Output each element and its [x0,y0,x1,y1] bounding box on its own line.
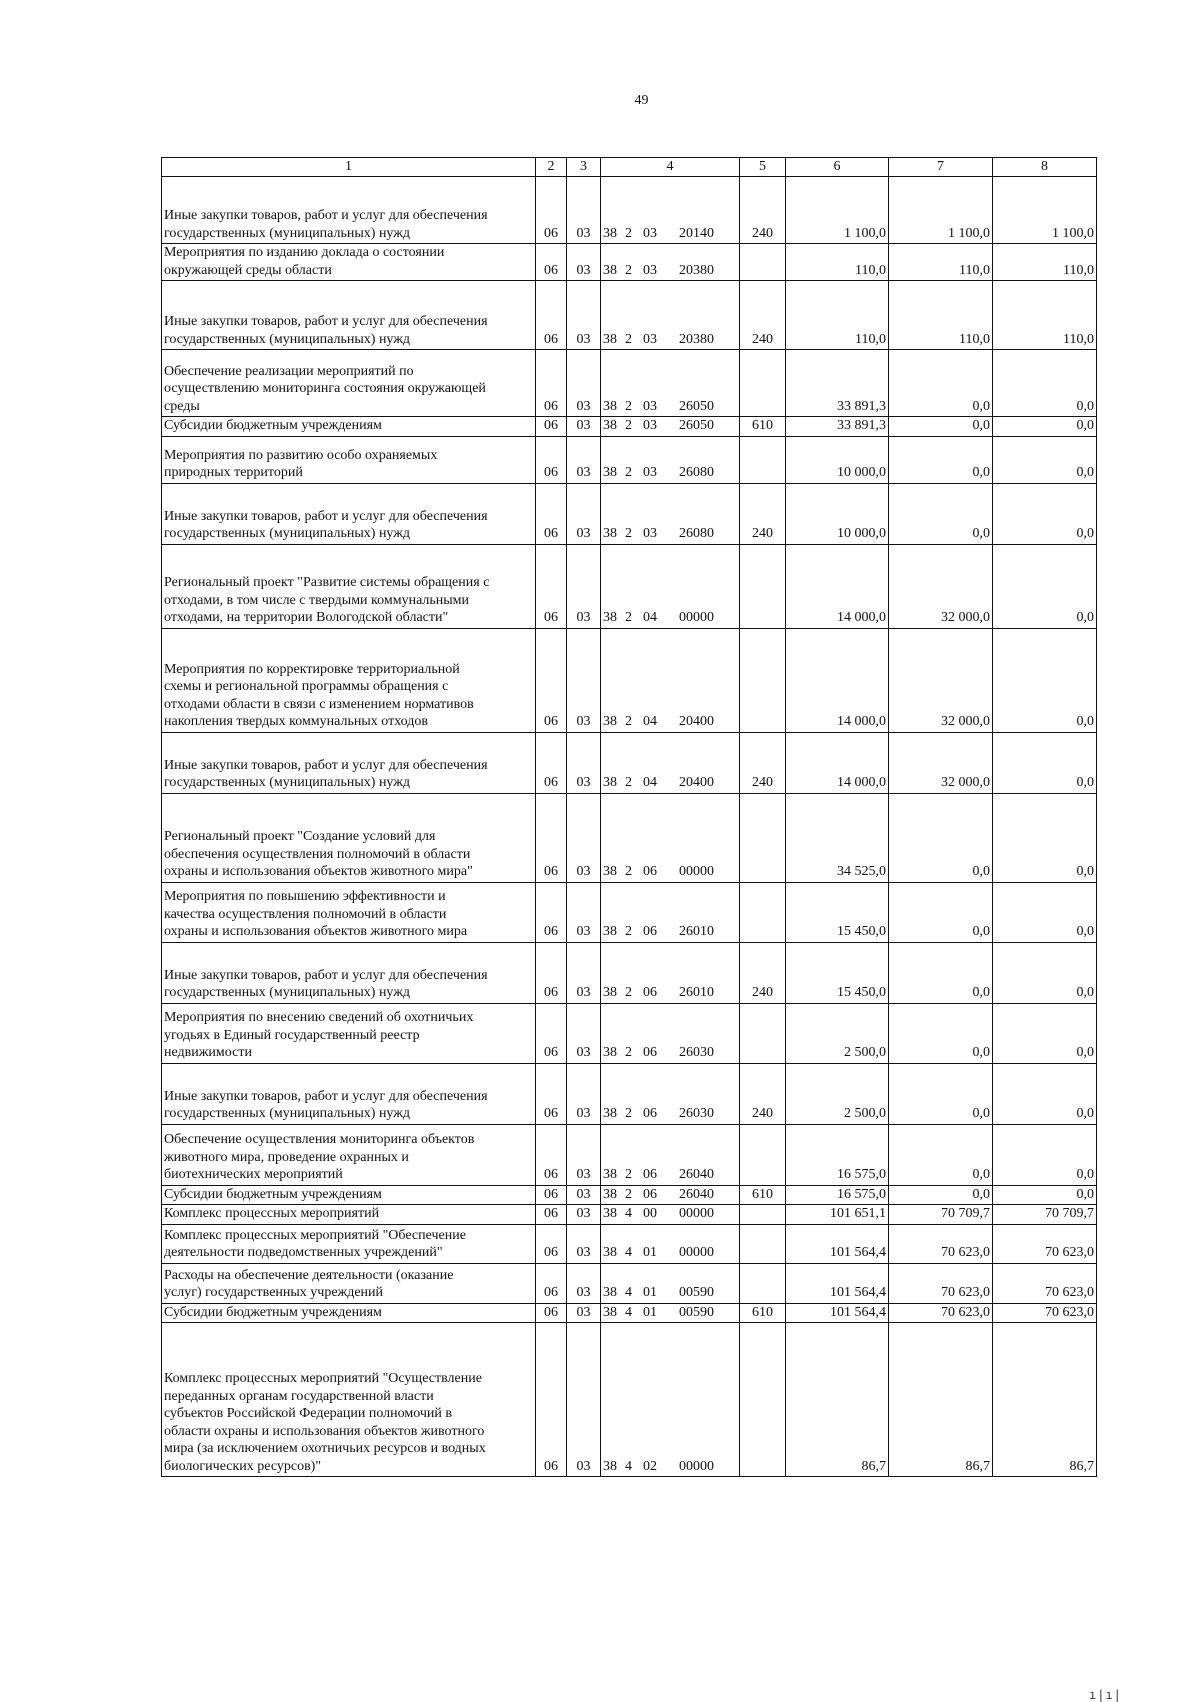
subprogram-code: 4 [625,1285,632,1300]
activity-code: 03 [643,262,657,278]
amount-col-8: 0,0 [993,417,1097,437]
amount-col-6: 34 525,0 [786,793,889,882]
amount-col-6: 16 575,0 [786,1185,889,1205]
activity-code: 03 [643,526,657,541]
direction-code: 20380 [679,331,714,347]
section-code: 06 [536,882,567,942]
amount-col-7: 86,7 [889,1323,993,1477]
target-article-code [601,882,740,942]
amount-col-8: 70 623,0 [993,1224,1097,1263]
expense-type-code: 610 [740,1303,786,1323]
table-row [162,417,1097,437]
subprogram-code: 2 [625,398,632,414]
target-article-code [601,628,740,732]
section-code: 06 [536,1323,567,1477]
target-article-code [601,244,740,281]
subprogram-code: 4 [625,1458,632,1474]
table-body [162,177,1097,1477]
program-code: 38 [603,775,617,790]
subprogram-code: 2 [625,526,632,541]
expense-type-code [740,793,786,882]
amount-col-8: 70 623,0 [993,1263,1097,1303]
activity-code: 01 [643,1245,657,1260]
subsection-code: 03 [567,436,601,483]
row-name: Региональный проект "Создание условий для обеспечения осуществления полномочий в области охраны и использования объектов животного мира" [162,793,536,882]
subprogram-code: 2 [625,775,632,790]
amount-col-7: 0,0 [889,1124,993,1185]
amount-col-6: 10 000,0 [786,483,889,544]
program-code: 38 [603,985,617,1000]
target-article-code [601,1124,740,1185]
amount-col-6: 101 564,4 [786,1303,889,1323]
expense-type-code: 610 [740,1185,786,1205]
activity-code: 01 [643,1304,657,1320]
amount-col-7: 0,0 [889,793,993,882]
amount-col-7: 70 709,7 [889,1205,993,1225]
expense-type-code [740,350,786,417]
subsection-code: 03 [567,1303,601,1323]
direction-code: 26010 [679,985,714,1000]
target-article-code [601,732,740,793]
expense-type-code: 240 [740,1063,786,1124]
target-article-code [601,483,740,544]
table-row [162,793,1097,882]
direction-code: 26050 [679,398,714,414]
activity-code: 04 [643,714,657,729]
amount-col-6: 14 000,0 [786,732,889,793]
amount-col-7: 1 100,0 [889,177,993,244]
direction-code: 26050 [679,418,714,433]
program-code: 38 [603,262,617,278]
table-row [162,1224,1097,1263]
subsection-code: 03 [567,244,601,281]
amount-col-7: 32 000,0 [889,544,993,628]
program-code: 38 [603,1045,617,1060]
row-name: Иные закупки товаров, работ и услуг для обеспечения государственных (муниципальных) нужд [162,281,536,350]
section-code: 06 [536,1205,567,1225]
row-name: Комплекс процессных мероприятий [162,1205,536,1225]
target-article-code [601,793,740,882]
program-code: 38 [603,1458,617,1474]
row-name: Мероприятия по развитию особо охраняемых природных территорий [162,436,536,483]
direction-code: 26030 [679,1106,714,1121]
program-code: 38 [603,418,617,433]
activity-code: 06 [643,985,657,1000]
column-header: 8 [993,158,1097,177]
direction-code: 20380 [679,262,714,278]
amount-col-6: 110,0 [786,244,889,281]
expense-type-code [740,1124,786,1185]
program-code: 38 [603,526,617,541]
activity-code: 03 [643,331,657,347]
section-code: 06 [536,1124,567,1185]
table-row [162,244,1097,281]
subprogram-code: 4 [625,1206,632,1221]
row-name: Иные закупки товаров, работ и услуг для обеспечения государственных (муниципальных) нужд [162,732,536,793]
amount-col-7: 0,0 [889,1063,993,1124]
subsection-code: 03 [567,1185,601,1205]
direction-code: 26030 [679,1045,714,1060]
activity-code: 06 [643,1045,657,1060]
direction-code: 26010 [679,924,714,939]
target-article-code [601,281,740,350]
section-code: 06 [536,942,567,1003]
table-row [162,882,1097,942]
amount-col-8: 0,0 [993,436,1097,483]
amount-col-6: 101 651,1 [786,1205,889,1225]
amount-col-8: 0,0 [993,350,1097,417]
section-code: 06 [536,1303,567,1323]
amount-col-7: 0,0 [889,1003,993,1063]
amount-col-7: 0,0 [889,483,993,544]
page-number: 49 [634,93,649,108]
activity-code: 01 [643,1285,657,1300]
row-name: Мероприятия по изданию доклада о состоянии окружающей среды области [162,244,536,281]
target-article-code [601,177,740,244]
amount-col-7: 110,0 [889,281,993,350]
amount-col-6: 33 891,3 [786,417,889,437]
direction-code: 00000 [679,1245,714,1260]
amount-col-8: 0,0 [993,628,1097,732]
subprogram-code: 2 [625,331,632,347]
column-header: 2 [536,158,567,177]
row-name: Иные закупки товаров, работ и услуг для обеспечения государственных (муниципальных) нужд [162,942,536,1003]
section-code: 06 [536,1263,567,1303]
row-name: Мероприятия по корректировке территориальной схемы и региональной программы обращения с отходами области в связи с изменением нормативов накопления твердых коммунальных отходов [162,628,536,732]
section-code: 06 [536,793,567,882]
table-row [162,1003,1097,1063]
activity-code: 06 [643,1167,657,1182]
target-article-code [601,1063,740,1124]
program-code: 38 [603,714,617,729]
amount-col-6: 101 564,4 [786,1263,889,1303]
subprogram-code: 2 [625,924,632,939]
section-code: 06 [536,483,567,544]
subprogram-code: 2 [625,1045,632,1060]
program-code: 38 [603,225,617,241]
amount-col-6: 15 450,0 [786,942,889,1003]
subsection-code: 03 [567,793,601,882]
direction-code: 20400 [679,714,714,729]
program-code: 38 [603,1285,617,1300]
expense-type-code [740,1263,786,1303]
subsection-code: 03 [567,732,601,793]
subprogram-code: 2 [625,1186,632,1202]
target-article-code [601,1205,740,1225]
table-row [162,628,1097,732]
column-header: 3 [567,158,601,177]
amount-col-7: 70 623,0 [889,1224,993,1263]
subprogram-code: 2 [625,465,632,480]
row-name: Комплекс процессных мероприятий "Осуществление переданных органам государственной власти субъектов Российской Федерации полномочий в области охраны и использования объектов животного мира (за исключением охотничьих ресурсов и водных биологических ресурсов)" [162,1323,536,1477]
column-header: 6 [786,158,889,177]
amount-col-6: 14 000,0 [786,628,889,732]
row-name: Комплекс процессных мероприятий "Обеспечение деятельности подведомственных учреждений" [162,1224,536,1263]
subprogram-code: 4 [625,1304,632,1320]
activity-code: 00 [643,1206,657,1221]
target-article-code [601,544,740,628]
column-number-row [162,158,1097,177]
subsection-code: 03 [567,281,601,350]
subsection-code: 03 [567,1124,601,1185]
subprogram-code: 2 [625,1106,632,1121]
subsection-code: 03 [567,1063,601,1124]
expense-type-code: 240 [740,732,786,793]
section-code: 06 [536,417,567,437]
program-code: 38 [603,398,617,414]
budget-table [161,157,1097,1477]
table-row [162,1124,1097,1185]
expense-type-code [740,628,786,732]
row-name: Иные закупки товаров, работ и услуг для обеспечения государственных (муниципальных) нужд [162,1063,536,1124]
direction-code: 26080 [679,526,714,541]
amount-col-8: 0,0 [993,544,1097,628]
expense-type-code [740,1224,786,1263]
amount-col-7: 0,0 [889,417,993,437]
direction-code: 26040 [679,1186,714,1202]
section-code: 06 [536,177,567,244]
program-code: 38 [603,465,617,480]
amount-col-6: 2 500,0 [786,1063,889,1124]
activity-code: 03 [643,465,657,480]
subsection-code: 03 [567,1003,601,1063]
subprogram-code: 2 [625,864,632,879]
section-code: 06 [536,436,567,483]
row-name: Мероприятия по повышению эффективности и качества осуществления полномочий в области охраны и использования объектов животного мира [162,882,536,942]
program-code: 38 [603,1186,617,1202]
direction-code: 20140 [679,225,714,241]
amount-col-6: 10 000,0 [786,436,889,483]
target-article-code [601,1323,740,1477]
target-article-code [601,1224,740,1263]
activity-code: 06 [643,924,657,939]
direction-code: 26080 [679,465,714,480]
section-code: 06 [536,1063,567,1124]
expense-type-code [740,882,786,942]
amount-col-6: 1 100,0 [786,177,889,244]
row-name: Субсидии бюджетным учреждениям [162,417,536,437]
target-article-code [601,436,740,483]
target-article-code [601,1185,740,1205]
direction-code: 00000 [679,610,714,625]
amount-col-8: 0,0 [993,1185,1097,1205]
amount-col-8: 110,0 [993,244,1097,281]
subsection-code: 03 [567,628,601,732]
expense-type-code: 240 [740,177,786,244]
column-header: 7 [889,158,993,177]
table-row [162,1303,1097,1323]
scan-edge-mark: ı|ı| [1089,1688,1122,1702]
section-code: 06 [536,1224,567,1263]
section-code: 06 [536,1003,567,1063]
row-name: Субсидии бюджетным учреждениям [162,1303,536,1323]
amount-col-7: 70 623,0 [889,1263,993,1303]
direction-code: 00000 [679,864,714,879]
amount-col-6: 2 500,0 [786,1003,889,1063]
section-code: 06 [536,628,567,732]
expense-type-code [740,1205,786,1225]
activity-code: 03 [643,398,657,414]
row-name: Иные закупки товаров, работ и услуг для обеспечения государственных (муниципальных) нужд [162,483,536,544]
activity-code: 03 [643,225,657,241]
direction-code: 00590 [679,1304,714,1320]
amount-col-8: 0,0 [993,1003,1097,1063]
activity-code: 06 [643,1186,657,1202]
table-row [162,544,1097,628]
column-header: 5 [740,158,786,177]
table-row [162,942,1097,1003]
section-code: 06 [536,544,567,628]
program-code: 38 [603,924,617,939]
direction-code: 00000 [679,1458,714,1474]
subprogram-code: 2 [625,714,632,729]
target-article-code [601,350,740,417]
direction-code: 00590 [679,1285,714,1300]
section-code: 06 [536,732,567,793]
target-article-code [601,1003,740,1063]
target-article-code [601,942,740,1003]
table-row [162,1185,1097,1205]
activity-code: 02 [643,1458,657,1474]
amount-col-7: 32 000,0 [889,628,993,732]
column-header: 4 [601,158,740,177]
expense-type-code [740,1003,786,1063]
amount-col-6: 15 450,0 [786,882,889,942]
subprogram-code: 2 [625,1167,632,1182]
direction-code: 00000 [679,1206,714,1221]
subprogram-code: 2 [625,418,632,433]
amount-col-7: 0,0 [889,350,993,417]
activity-code: 06 [643,1106,657,1121]
expense-type-code [740,544,786,628]
table-row [162,281,1097,350]
activity-code: 04 [643,610,657,625]
subprogram-code: 4 [625,1245,632,1260]
column-header: 1 [162,158,536,177]
amount-col-6: 16 575,0 [786,1124,889,1185]
expense-type-code [740,436,786,483]
section-code: 06 [536,244,567,281]
subsection-code: 03 [567,1224,601,1263]
activity-code: 04 [643,775,657,790]
amount-col-7: 110,0 [889,244,993,281]
amount-col-7: 70 623,0 [889,1303,993,1323]
amount-col-8: 70 709,7 [993,1205,1097,1225]
subsection-code: 03 [567,1205,601,1225]
table-row [162,1263,1097,1303]
subprogram-code: 2 [625,610,632,625]
amount-col-8: 0,0 [993,732,1097,793]
subsection-code: 03 [567,483,601,544]
table-row [162,1063,1097,1124]
subsection-code: 03 [567,544,601,628]
section-code: 06 [536,1185,567,1205]
subsection-code: 03 [567,882,601,942]
row-name: Региональный проект "Развитие системы обращения с отходами, в том числе с твердыми коммунальными отходами, на территории Вологодской области" [162,544,536,628]
expense-type-code: 240 [740,942,786,1003]
expense-type-code: 240 [740,483,786,544]
program-code: 38 [603,331,617,347]
amount-col-8: 0,0 [993,1124,1097,1185]
amount-col-7: 0,0 [889,882,993,942]
amount-col-6: 14 000,0 [786,544,889,628]
target-article-code [601,1303,740,1323]
row-name: Расходы на обеспечение деятельности (оказание услуг) государственных учреждений [162,1263,536,1303]
program-code: 38 [603,1245,617,1260]
amount-col-7: 0,0 [889,1185,993,1205]
amount-col-8: 86,7 [993,1323,1097,1477]
program-code: 38 [603,610,617,625]
amount-col-6: 33 891,3 [786,350,889,417]
activity-code: 03 [643,418,657,433]
row-name: Субсидии бюджетным учреждениям [162,1185,536,1205]
subsection-code: 03 [567,942,601,1003]
program-code: 38 [603,864,617,879]
subsection-code: 03 [567,1323,601,1477]
subprogram-code: 2 [625,225,632,241]
table-row [162,1205,1097,1225]
direction-code: 20400 [679,775,714,790]
table-row [162,177,1097,244]
subsection-code: 03 [567,350,601,417]
target-article-code [601,417,740,437]
amount-col-8: 0,0 [993,942,1097,1003]
program-code: 38 [603,1106,617,1121]
row-name: Обеспечение реализации мероприятий по осуществлению мониторинга состояния окружающей среды [162,350,536,417]
table-row [162,732,1097,793]
amount-col-8: 0,0 [993,793,1097,882]
section-code: 06 [536,281,567,350]
amount-col-8: 0,0 [993,882,1097,942]
target-article-code [601,1263,740,1303]
table-row [162,483,1097,544]
amount-col-7: 32 000,0 [889,732,993,793]
amount-col-8: 70 623,0 [993,1303,1097,1323]
amount-col-7: 0,0 [889,942,993,1003]
amount-col-8: 0,0 [993,483,1097,544]
amount-col-6: 110,0 [786,281,889,350]
expense-type-code: 610 [740,417,786,437]
amount-col-6: 101 564,4 [786,1224,889,1263]
amount-col-8: 1 100,0 [993,177,1097,244]
subprogram-code: 2 [625,262,632,278]
subsection-code: 03 [567,1263,601,1303]
amount-col-7: 0,0 [889,436,993,483]
subsection-code: 03 [567,177,601,244]
amount-col-8: 110,0 [993,281,1097,350]
expense-type-code [740,244,786,281]
amount-col-6: 86,7 [786,1323,889,1477]
expense-type-code [740,1323,786,1477]
program-code: 38 [603,1206,617,1221]
table-row [162,436,1097,483]
table-row [162,350,1097,417]
section-code: 06 [536,350,567,417]
subsection-code: 03 [567,417,601,437]
row-name: Мероприятия по внесению сведений об охотничьих угодьях в Единый государственный реестр недвижимости [162,1003,536,1063]
row-name: Обеспечение осуществления мониторинга объектов животного мира, проведение охранных и биотехнических мероприятий [162,1124,536,1185]
program-code: 38 [603,1167,617,1182]
subprogram-code: 2 [625,985,632,1000]
row-name: Иные закупки товаров, работ и услуг для обеспечения государственных (муниципальных) нужд [162,177,536,244]
program-code: 38 [603,1304,617,1320]
direction-code: 26040 [679,1167,714,1182]
activity-code: 06 [643,864,657,879]
table-row [162,1323,1097,1477]
expense-type-code: 240 [740,281,786,350]
amount-col-8: 0,0 [993,1063,1097,1124]
